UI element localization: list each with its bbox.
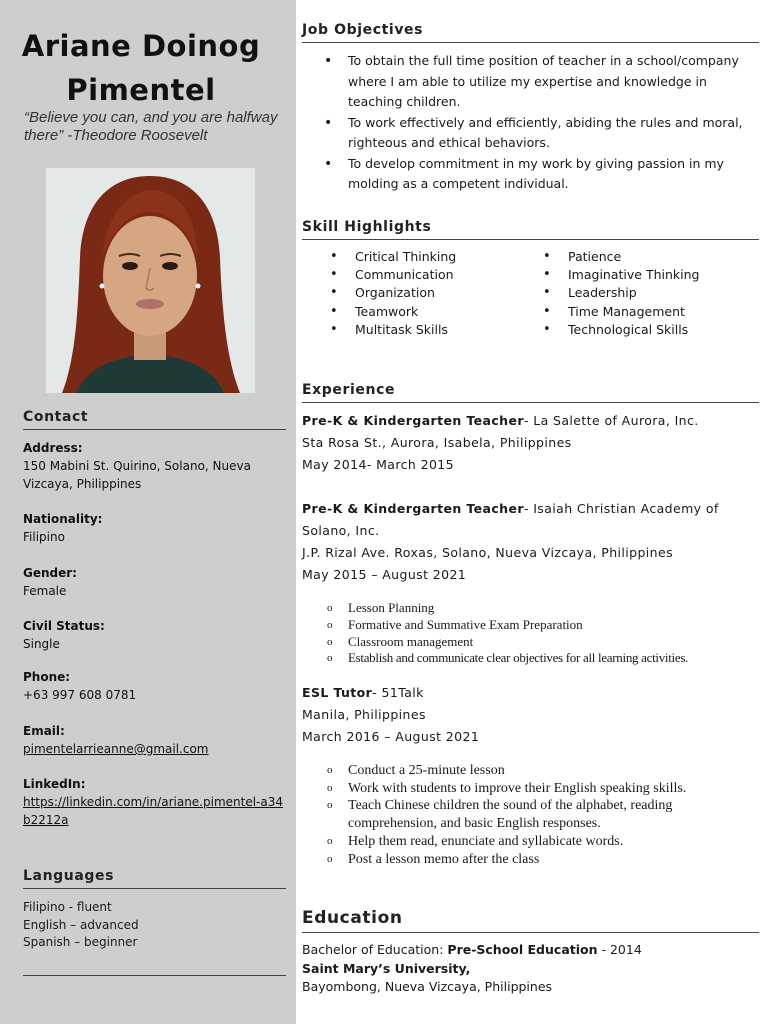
education-entry <box>302 941 642 997</box>
skills-heading: Skill Highlights <box>302 219 759 240</box>
job2-duties <box>302 600 688 667</box>
degree-year: - 2014 <box>597 942 642 957</box>
skill-item: • Communication <box>302 266 456 284</box>
sidebar <box>0 0 296 1024</box>
skill-item: • Teamwork <box>302 303 456 321</box>
email-label: Email: <box>23 724 65 738</box>
duty-item: o Formative and Summative Exam Preparation <box>302 617 688 634</box>
gender-label: Gender: <box>23 566 77 580</box>
email-link[interactable]: pimentelarrieanne@gmail.com <box>23 742 209 756</box>
language-item: English – advanced <box>23 917 139 932</box>
languages-list <box>23 899 139 952</box>
job-location: Manila, Philippines <box>302 707 426 722</box>
objective-item: • To work effectively and efficiently, abiding the rules and moral, righteous and ethical behaviors. <box>302 113 748 154</box>
degree-prefix: Bachelor of Education: <box>302 942 448 957</box>
duty-item: o Post a lesson memo after the class <box>302 851 722 869</box>
job-dates: May 2015 – August 2021 <box>302 567 467 582</box>
sidebar-divider <box>23 975 286 976</box>
civil-status-label: Civil Status: <box>23 619 105 633</box>
objective-item: • To obtain the full time position of teacher in a school/company where I am able to utilize my expertise and knowledge in teaching children. <box>302 51 748 113</box>
school-name: Saint Mary’s University, <box>302 960 471 976</box>
experience-entry-1 <box>302 410 759 476</box>
duty-item: o Conduct a 25-minute lesson <box>302 762 722 780</box>
duty-item: o Teach Chinese children the sound of the alphabet, reading comprehension, and basic English responses. <box>302 797 712 832</box>
contact-nationality <box>23 510 289 546</box>
skills-column-right <box>515 248 699 339</box>
profile-photo <box>46 168 255 393</box>
duty-item: o Help them read, enunciate and syllabicate words. <box>302 833 722 851</box>
job-organization: - Isaiah Christian Academy of Solano, Inc. <box>302 501 719 538</box>
skill-item: • Imaginative Thinking <box>515 266 699 284</box>
phone-value: +63 997 608 0781 <box>23 688 137 702</box>
experience-entry-3 <box>302 682 759 748</box>
language-item: Filipino - fluent <box>23 900 112 914</box>
quote: “Believe you can, and you are halfway there” -Theodore Roosevelt <box>24 109 278 144</box>
address-value: 150 Mabini St. Quirino, Solano, Nueva Vizcaya, Philippines <box>23 459 251 491</box>
job-title: Pre-K & Kindergarten Teacher <box>302 413 524 428</box>
job3-duties <box>302 762 722 868</box>
contact-email <box>23 722 289 758</box>
skill-item: • Leadership <box>515 284 699 302</box>
skill-item: • Patience <box>515 248 699 266</box>
name-line-2: Pimentel <box>66 73 216 107</box>
duty-item: o Classroom management <box>302 634 688 651</box>
main-column <box>302 0 759 1024</box>
skill-item: • Technological Skills <box>515 321 699 339</box>
language-item: Spanish – beginner <box>23 935 138 949</box>
job-location: Sta Rosa St., Aurora, Isabela, Philippines <box>302 435 572 450</box>
objectives-heading: Job Objectives <box>302 22 759 43</box>
address-label: Address: <box>23 441 83 455</box>
contact-phone <box>23 668 289 704</box>
duty-item: o Work with students to improve their English speaking skills. <box>302 780 712 798</box>
nationality-label: Nationality: <box>23 512 103 526</box>
phone-label: Phone: <box>23 670 71 684</box>
job-title: ESL Tutor <box>302 685 373 700</box>
degree-field: Pre-School Education <box>447 942 598 957</box>
nationality-value: Filipino <box>23 530 65 544</box>
languages-heading: Languages <box>23 868 286 889</box>
resume-name <box>0 24 282 112</box>
job-organization: - La Salette of Aurora, Inc. <box>523 413 699 428</box>
job-dates: March 2016 – August 2021 <box>302 729 480 744</box>
school-location: Bayombong, Nueva Vizcaya, Philippines <box>302 979 553 994</box>
education-heading: Education <box>302 908 759 933</box>
gender-value: Female <box>23 584 67 598</box>
contact-address <box>23 439 289 493</box>
job-organization: - 51Talk <box>372 685 424 700</box>
job-location: J.P. Rizal Ave. Roxas, Solano, Nueva Vizcaya, Philippines <box>302 545 673 560</box>
duty-item: o Establish and communicate clear objectives for all learning activities. <box>302 650 688 667</box>
skills-column-left <box>302 248 456 339</box>
skill-item: • Organization <box>302 284 456 302</box>
experience-entry-2 <box>302 498 759 586</box>
contact-gender <box>23 564 289 600</box>
civil-status-value: Single <box>23 637 60 651</box>
objectives-list <box>302 51 748 195</box>
skill-item: • Critical Thinking <box>302 248 456 266</box>
job-dates: May 2014- March 2015 <box>302 457 455 472</box>
experience-heading: Experience <box>302 382 759 403</box>
contact-civil-status <box>23 617 289 653</box>
contact-linkedin <box>23 775 285 829</box>
skill-item: • Time Management <box>515 303 699 321</box>
duty-item: o Lesson Planning <box>302 600 688 617</box>
linkedin-link[interactable]: https://linkedin.com/in/ariane.pimentel-a34b2212a <box>23 795 283 827</box>
linkedin-label: LinkedIn: <box>23 777 86 791</box>
skill-item: • Multitask Skills <box>302 321 456 339</box>
name-line-1: Ariane Doinog <box>21 29 261 63</box>
objective-item: • To develop commitment in my work by giving passion in my molding as a competent individual. <box>302 154 748 195</box>
contact-heading: Contact <box>23 409 286 430</box>
job-title: Pre-K & Kindergarten Teacher <box>302 501 524 516</box>
portrait-illustration <box>46 168 255 393</box>
